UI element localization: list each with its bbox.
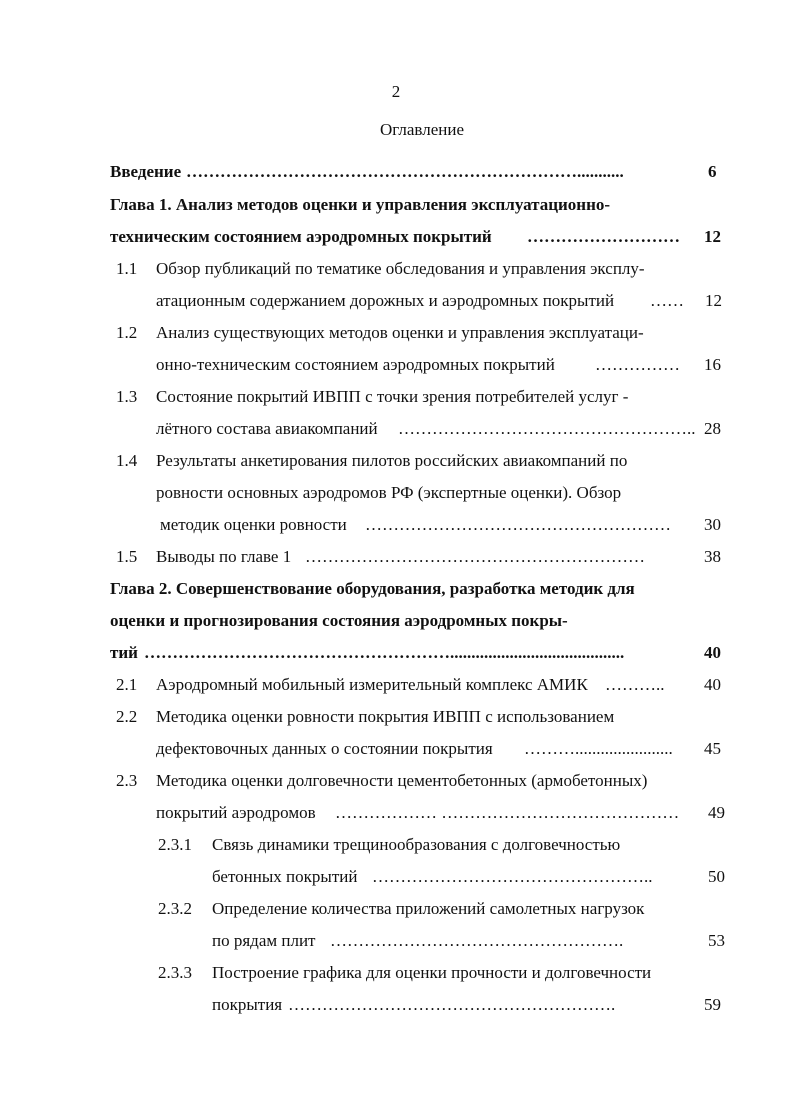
toc-chapter2-page: 40 — [704, 643, 721, 662]
toc-1-2-dots: …………… — [595, 355, 680, 374]
toc-1-5-page: 38 — [704, 547, 721, 566]
toc-chapter2-dots: ………………………………………………......................................... — [144, 643, 625, 662]
toc-2-3-line1: Методика оценки долговечности цементобетонных (армобетонных) — [156, 771, 648, 790]
toc-1-2-line2: онно-техническим состоянием аэродромных покрытий — [156, 355, 555, 374]
toc-1-4-line2: ровности основных аэродромов РФ (экспертные оценки). Обзор — [156, 483, 622, 502]
toc-1-3-line1: Состояние покрытий ИВПП с точки зрения потребителей услуг - — [156, 387, 629, 406]
toc-2-1-dots: ……….. — [605, 675, 665, 694]
toc-2-1-label: Аэродромный мобильный измерительный комплекс АМИК — [156, 675, 588, 694]
toc-2-3-dots: ……………… …………………………………… — [335, 803, 680, 822]
toc-2-3-1-line2: бетонных покрытий — [212, 867, 358, 886]
toc-1-1-line2: атационным содержанием дорожных и аэродромных покрытий — [156, 291, 615, 310]
toc-2-3-3-page: 59 — [704, 995, 721, 1014]
toc-2-3-2-number: 2.3.2 — [158, 899, 192, 918]
toc-1-4-page: 30 — [704, 515, 721, 534]
toc-1-1-number: 1.1 — [116, 259, 138, 278]
toc-chapter1-line1: Глава 1. Анализ методов оценки и управления эксплуатационно- — [110, 195, 611, 214]
toc-1-4-number: 1.4 — [116, 451, 138, 470]
toc-1-4-dots: ……………………………………………… — [365, 515, 671, 534]
toc-chapter1-page: 12 — [704, 227, 721, 246]
toc-2-3-2-line1: Определение количества приложений самолетных нагрузок — [212, 899, 645, 918]
toc-1-3-line2: лётного состава авиакомпаний — [156, 419, 378, 438]
toc-2-2-dots: ………....................... — [524, 739, 673, 758]
toc-2-3-1-page: 50 — [708, 867, 725, 886]
toc-1-2-number: 1.2 — [116, 323, 138, 342]
toc-2-3-2-line2: по рядам плит — [212, 931, 316, 950]
toc-2-3-page: 49 — [708, 803, 725, 822]
toc-1-4-line1: Результаты анкетирования пилотов российских авиакомпаний по — [156, 451, 628, 470]
toc-chapter2-line1: Глава 2. Совершенствование оборудования, разработка методик для — [110, 579, 635, 598]
toc-2-3-2-dots: ……………………………………………. — [330, 931, 624, 950]
toc-1-3-page: 28 — [704, 419, 721, 438]
toc-chapter1-line2: техническим состоянием аэродромных покрытий — [110, 227, 492, 246]
toc-2-3-3-dots: …………………………………………………. — [288, 995, 616, 1014]
toc-1-5-number: 1.5 — [116, 547, 138, 566]
toc-1-4-line3: методик оценки ровности — [160, 515, 347, 534]
toc-1-5-dots: …………………………………………………… — [305, 547, 645, 566]
toc-2-3-1-dots: ………………………………………….. — [372, 867, 653, 886]
toc-2-3-3-line1: Построение графика для оценки прочности и долговечности — [212, 963, 652, 982]
toc-intro-page: 6 — [708, 162, 717, 181]
toc-2-1-page: 40 — [704, 675, 721, 694]
toc-2-3-1-line1: Связь динамики трещинообразования с долговечностью — [212, 835, 621, 854]
toc-2-3-1-number: 2.3.1 — [158, 835, 192, 854]
toc-1-5-label: Выводы по главе 1 — [156, 547, 292, 566]
toc-1-2-page: 16 — [704, 355, 721, 374]
page-number: 2 — [391, 82, 401, 101]
toc-1-3-number: 1.3 — [116, 387, 138, 406]
toc-2-2-line1: Методика оценки ровности покрытия ИВПП с использованием — [156, 707, 615, 726]
toc-chapter2-line3: тий — [110, 643, 138, 662]
toc-2-3-3-number: 2.3.3 — [158, 963, 192, 982]
toc-intro-label: Введение — [110, 162, 182, 181]
toc-2-2-page: 45 — [704, 739, 721, 758]
toc-chapter2-line2: оценки и прогнозирования состояния аэродромных покры- — [110, 611, 568, 630]
toc-1-3-dots: …………………………………………….. — [398, 419, 696, 438]
toc-2-3-2-page: 53 — [708, 931, 725, 950]
toc-intro-dots: ……………………………………………………………........... — [186, 162, 624, 181]
toc-title: Оглавление — [380, 120, 464, 139]
toc-1-1-page: 12 — [705, 291, 722, 310]
toc-2-2-number: 2.2 — [116, 707, 138, 726]
toc-1-1-line1: Обзор публикаций по тематике обследования и управления эксплу- — [156, 259, 645, 278]
toc-1-2-line1: Анализ существующих методов оценки и управления эксплуатаци- — [156, 323, 644, 342]
toc-2-3-line2: покрытий аэродромов — [156, 803, 316, 822]
toc-2-3-3-line2: покрытия — [212, 995, 283, 1014]
toc-1-1-dots: …… — [650, 291, 684, 310]
toc-2-2-line2: дефектовочных данных о состоянии покрытия — [156, 739, 493, 758]
toc-2-1-number: 2.1 — [116, 675, 138, 694]
toc-chapter1-dots: ……………………… — [527, 227, 680, 246]
toc-2-3-number: 2.3 — [116, 771, 138, 790]
